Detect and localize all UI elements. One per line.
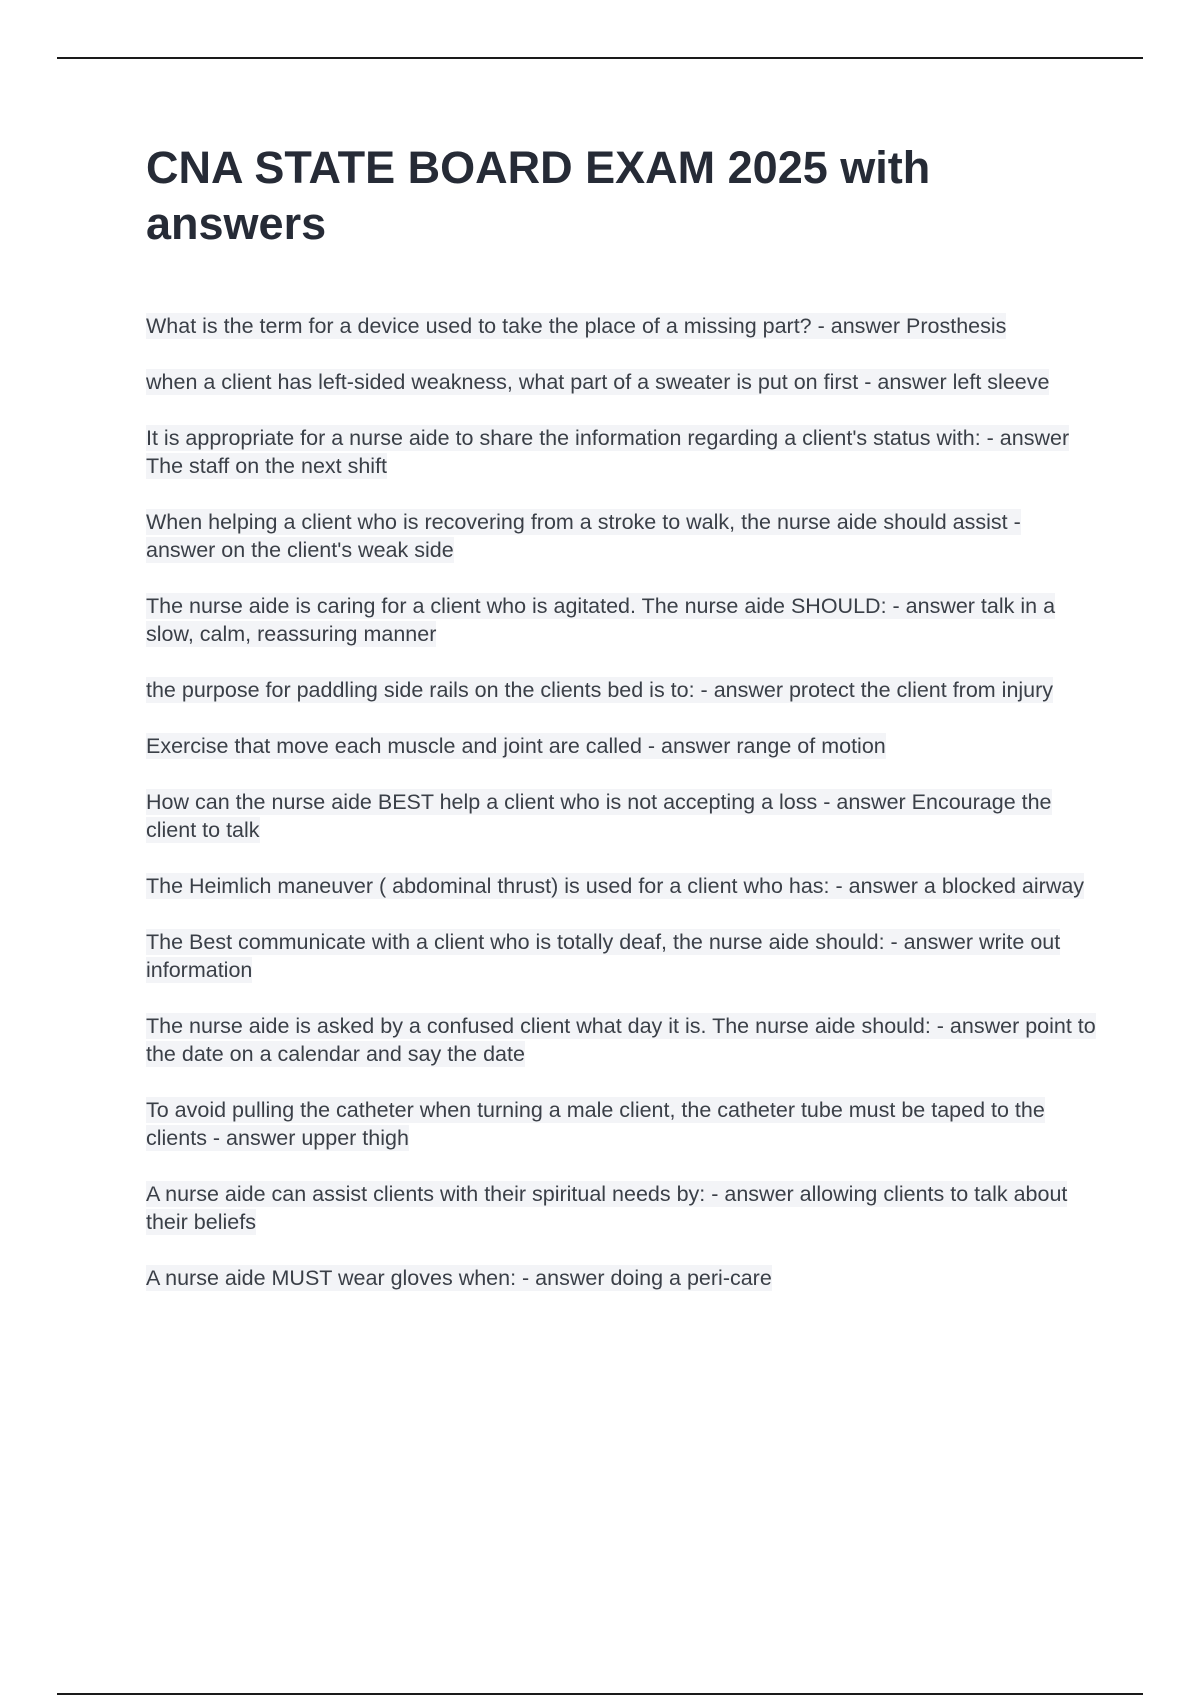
qa-text: A nurse aide MUST wear gloves when: - answer doing a peri-care [146,1266,772,1290]
qa-text: when a client has left-sided weakness, what part of a sweater is put on first - answer left sleeve [146,370,1050,394]
qa-text: The Heimlich maneuver ( abdominal thrust) is used for a client who has: - answer a blocked airway [146,874,1085,898]
qa-item [146,508,1096,564]
document-title: CNA STATE BOARD EXAM 2025 with answers [146,142,931,249]
qa-item [146,1180,1096,1236]
qa-text: The nurse aide is caring for a client who is agitated. The nurse aide SHOULD: - answer talk in a slow, calm, reassuring manner [146,594,1056,646]
footer-divider [57,1693,1143,1695]
qa-text: When helping a client who is recovering from a stroke to walk, the nurse aide should assist - answer on the client's weak side [146,510,1021,562]
qa-item [146,788,1096,844]
document-page [146,140,1096,1320]
qa-text: It is appropriate for a nurse aide to share the information regarding a client's status with: - answer The staff on the next shift [146,426,1070,478]
qa-item [146,592,1096,648]
qa-item [146,732,1096,760]
qa-text: How can the nurse aide BEST help a client who is not accepting a loss - answer Encourage the client to talk [146,790,1052,842]
qa-item [146,368,1096,396]
qa-text: The Best communicate with a client who is totally deaf, the nurse aide should: - answer write out information [146,930,1061,982]
qa-text: The nurse aide is asked by a confused client what day it is. The nurse aide should: - answer point to the date on a calendar and say the date [146,1014,1096,1066]
qa-item [146,1264,1096,1292]
qa-item [146,928,1096,984]
qa-item [146,312,1096,340]
qa-item [146,676,1096,704]
qa-text: the purpose for paddling side rails on the clients bed is to: - answer protect the client from injury [146,678,1054,702]
qa-text: What is the term for a device used to take the place of a missing part? - answer Prosthesis [146,314,1007,338]
header-divider [57,57,1143,59]
qa-item [146,424,1096,480]
qa-item [146,872,1096,900]
qa-text: Exercise that move each muscle and joint are called - answer range of motion [146,734,886,758]
qa-list [146,312,1096,1292]
qa-text: To avoid pulling the catheter when turning a male client, the catheter tube must be taped to the clients - answer upper thigh [146,1098,1045,1150]
qa-text: A nurse aide can assist clients with their spiritual needs by: - answer allowing clients to talk about their beliefs [146,1182,1068,1234]
qa-item [146,1012,1096,1068]
qa-item [146,1096,1096,1152]
